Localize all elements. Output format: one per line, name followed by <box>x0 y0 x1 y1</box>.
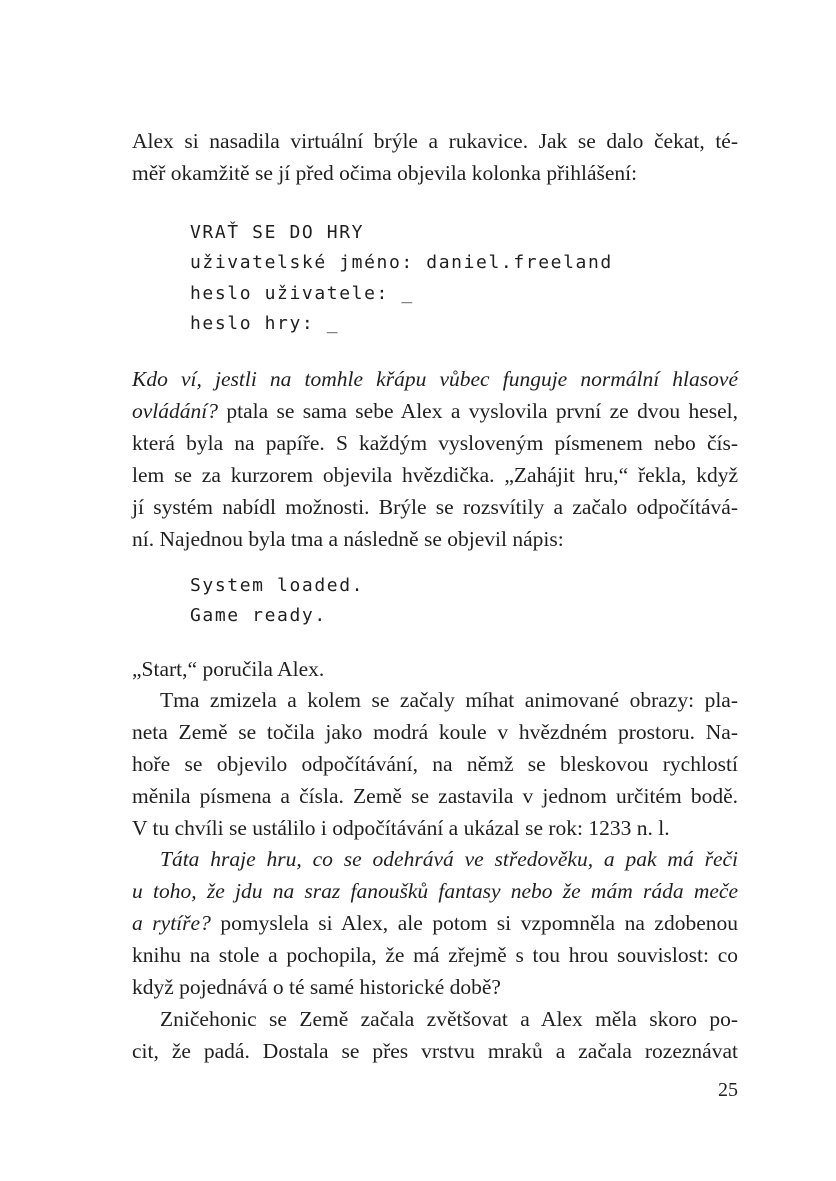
paragraph-2-line-2-rest: ptala se sama sebe Alex a vyslovila první ze dvou hesel, <box>218 399 738 423</box>
paragraph-2-line-2-italic: ovládání? <box>132 399 218 423</box>
paragraph-5-line-3-rest: pomyslela si Alex, ale potom si vzpomněla na zdobenou <box>210 911 738 935</box>
system-screen-line-1: System loaded. <box>190 575 365 596</box>
page-number: 25 <box>718 1079 738 1101</box>
paragraph-5-line-3-italic: a rytíře? <box>132 911 211 935</box>
paragraph-5-line-4: knihu na stole a pochopila, že má zřejmě s tou hrou souvislost: co <box>132 943 738 967</box>
paragraph-2-line-2 <box>132 397 738 426</box>
login-game-password-line: heslo hry: _ <box>190 313 340 334</box>
paragraph-4-line-4: měnila písmena a čísla. Země se zastavila v jednom určitém bodě. <box>132 784 738 808</box>
intro-line-1: Alex si nasadila virtuální brýle a rukavice. Jak se dalo čekat, té- <box>132 129 738 153</box>
paragraph-4-line-1: Tma zmizela a kolem se začaly míhat animované obrazy: pla- <box>160 688 738 712</box>
paragraph-2-line-4: lem se za kurzorem objevila hvězdička. „Zahájit hru,“ řekla, když <box>132 463 738 487</box>
paragraph-4-line-5: V tu chvíli se ustálilo i odpočítávání a ukázal se rok: 1233 n. l. <box>132 816 670 840</box>
login-screen-title: VRAŤ SE DO HRY <box>190 222 365 243</box>
paragraph-2-line-1: Kdo ví, jestli na tomhle křápu vůbec funguje normální hlasové <box>132 367 738 391</box>
login-username-line: uživatelské jméno: daniel.freeland <box>190 252 613 273</box>
paragraph-4-line-3: hoře se objevilo odpočítávání, na němž se bleskovou rychlostí <box>132 752 738 776</box>
intro-line-2: měř okamžitě se jí před očima objevila kolonka přihlášení: <box>132 161 638 185</box>
paragraph-5-line-2: u toho, že jdu na sraz fanoušků fantasy nebo že mám ráda meče <box>132 879 738 903</box>
paragraph-2-line-5: jí systém nabídl možnosti. Brýle se rozsvítily a začalo odpočítává- <box>132 495 738 519</box>
paragraph-2-line-6: ní. Najednou byla tma a následně se objevil nápis: <box>132 527 564 551</box>
paragraph-5-line-5: když pojednává o té samé historické době? <box>132 975 501 999</box>
paragraph-5-line-3 <box>132 909 738 938</box>
paragraph-2-line-3: která byla na papíře. S každým vysloveným písmenem nebo čís- <box>132 431 738 455</box>
paragraph-4-line-2: neta Země se točila jako modrá koule v hvězdném prostoru. Na- <box>132 720 738 744</box>
paragraph-6-line-1: Zničehonic se Země začala zvětšovat a Alex měla skoro po- <box>160 1007 738 1031</box>
login-user-password-line: heslo uživatele: _ <box>190 283 414 304</box>
paragraph-3-line-1: „Start,“ poručila Alex. <box>132 657 325 681</box>
system-screen-line-2: Game ready. <box>190 605 327 626</box>
paragraph-6-line-2: cit, že padá. Dostala se přes vrstvu mraků a začala rozeznávat <box>132 1039 738 1063</box>
paragraph-5-line-1: Táta hraje hru, co se odehrává ve středověku, a pak má řeči <box>160 847 738 871</box>
